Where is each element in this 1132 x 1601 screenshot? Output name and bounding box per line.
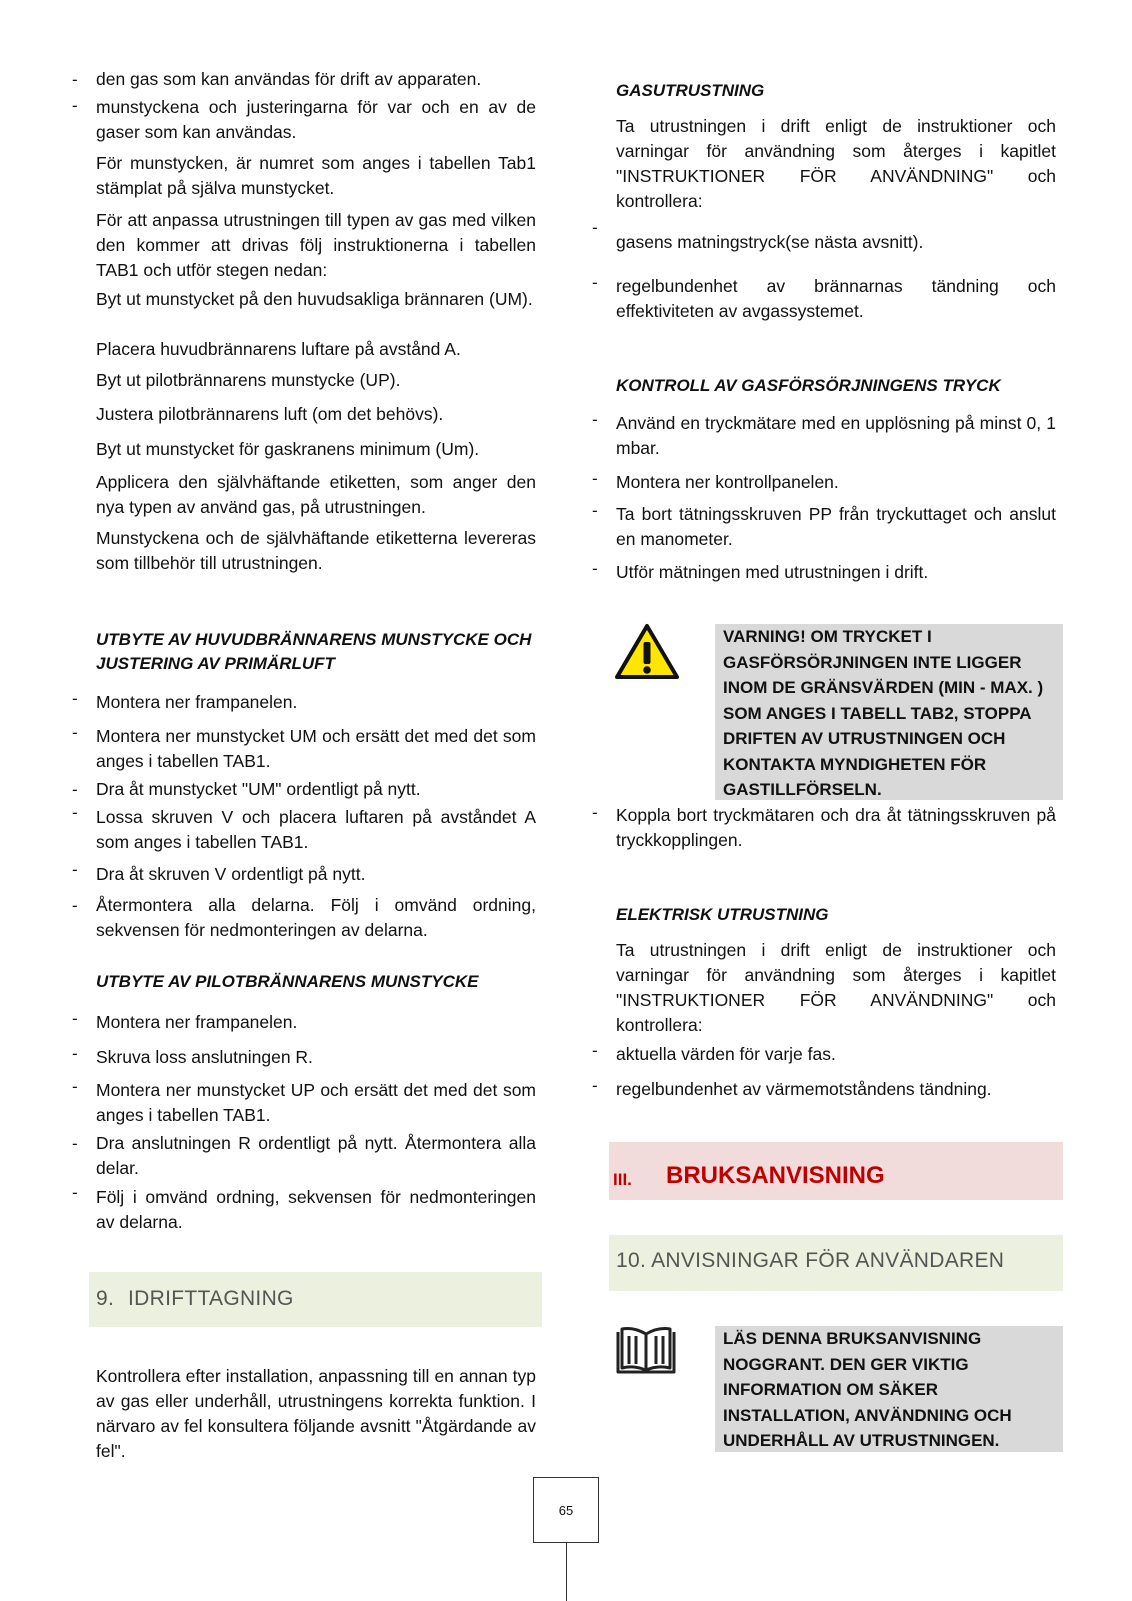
- manual-book-icon: [614, 1326, 678, 1378]
- bullet-dash: -: [72, 1134, 78, 1153]
- subsection-heading: GASUTRUSTNING: [616, 81, 765, 100]
- bullet-dash: -: [72, 723, 78, 742]
- paragraph: Kontrollera efter installation, anpassning till en annan typ av gas eller underhåll, utrustningens korrekta funktion. I närvaro av fel konsultera följande avsnitt "Åtgärdande av fel".: [96, 1366, 536, 1461]
- subsection-heading: KONTROLL AV GASFÖRSÖRJNINGENS TRYCK: [616, 376, 1001, 395]
- bullet-dash: -: [592, 218, 598, 237]
- bullet-dash: -: [72, 860, 78, 879]
- paragraph: Justera pilotbrännarens luft (om det behövs).: [96, 404, 444, 424]
- bullet-dash: -: [72, 1044, 78, 1063]
- paragraph: För munstycken, är numret som anges i tabellen Tab1 stämplat på själva munstycket.: [96, 153, 536, 198]
- paragraph: Byt ut munstycket på den huvudsakliga brännaren (UM).: [96, 289, 533, 309]
- section-9-heading: [89, 1272, 542, 1327]
- paragraph: För att anpassa utrustningen till typen av gas med vilken den kommer att drivas följ instruktionerna i tabellen TAB1 och utför stegen nedan:: [96, 210, 536, 280]
- bullet-dash: -: [72, 780, 78, 799]
- paragraph: Byt ut munstycket för gaskranens minimum (Um).: [96, 439, 480, 459]
- page-number-line: [566, 1543, 567, 1601]
- list-item: Dra åt skruven V ordentligt på nytt.: [96, 864, 366, 884]
- bullet-dash: -: [72, 803, 78, 822]
- list-item: gasens matningstryck(se nästa avsnitt).: [616, 232, 924, 252]
- list-item: Montera ner frampanelen.: [96, 692, 298, 712]
- page-number: 65: [533, 1477, 599, 1543]
- bullet-dash: -: [72, 96, 78, 115]
- chapter-heading: [609, 1142, 1063, 1200]
- list-item: Montera ner frampanelen.: [96, 1012, 298, 1032]
- list-item: Återmontera alla delarna. Följ i omvänd ordning, sekvensen för nedmonteringen av delarna.: [96, 895, 536, 940]
- paragraph: Byt ut pilotbrännarens munstycke (UP).: [96, 370, 401, 390]
- bullet-dash: -: [592, 469, 598, 488]
- bullet-dash: -: [592, 501, 598, 520]
- list-item: Dra åt munstycket "UM" ordentligt på nytt.: [96, 779, 421, 799]
- list-item: aktuella värden för varje fas.: [616, 1044, 836, 1064]
- bullet-dash: -: [592, 559, 598, 578]
- list-item: regelbundenhet av brännarnas tändning och effektiviteten av avgassystemet.: [616, 276, 1056, 321]
- list-item: Ta bort tätningsskruven PP från tryckuttaget och anslut en manometer.: [616, 504, 1056, 549]
- subsection-heading: UTBYTE AV HUVUDBRÄNNARENS MUNSTYCKE OCH JUSTERING AV PRIMÄRLUFT: [96, 630, 532, 673]
- warning-text: VARNING! OM TRYCKET I GASFÖRSÖRJNINGEN INTE LIGGER INOM DE GRÄNSVÄRDEN (MIN - MAX. ) SOM ANGES I TABELL TAB2, STOPPA DRIFTEN AV UTRUSTNINGEN OCH KONTAKTA MYNDIGHETEN FÖR GASTILLFÖRSELN.: [723, 627, 1044, 799]
- paragraph: Placera huvudbrännarens luftare på avstånd A.: [96, 339, 461, 359]
- paragraph: Ta utrustningen i drift enligt de instruktioner och varningar för användning som återges i kapitlet "INSTRUKTIONER FÖR ANVÄNDNING" och kontrollera:: [616, 116, 1056, 211]
- bullet-dash: -: [72, 689, 78, 708]
- list-item: Dra anslutningen R ordentligt på nytt. Återmontera alla delar.: [96, 1133, 536, 1178]
- bullet-dash: -: [72, 896, 78, 915]
- subsection-heading: ELEKTRISK UTRUSTNING: [616, 905, 829, 924]
- bullet-dash: -: [72, 1009, 78, 1028]
- bullet-dash: -: [72, 1183, 78, 1202]
- warning-box: [715, 624, 1063, 800]
- section-title: 10. ANVISNINGAR FÖR ANVÄNDAREN: [616, 1249, 1005, 1272]
- bullet-dash: -: [72, 70, 78, 89]
- chapter-title: BRUKSANVISNING: [666, 1162, 885, 1189]
- paragraph: Applicera den självhäftande etiketten, som anger den nya typen av använd gas, på utrustningen.: [96, 472, 536, 517]
- paragraph: Ta utrustningen i drift enligt de instruktioner och varningar för användning som återges i kapitlet "INSTRUKTIONER FÖR ANVÄNDNING" och kontrollera:: [616, 940, 1056, 1035]
- section-title: IDRIFTTAGNING: [128, 1287, 294, 1310]
- section-10-heading: [609, 1235, 1063, 1291]
- read-notice-text: LÄS DENNA BRUKSANVISNING NOGGRANT. DEN GER VIKTIG INFORMATION OM SÄKER INSTALLATION, ANVÄNDNING OCH UNDERHÅLL AV UTRUSTNINGEN.: [723, 1329, 1012, 1450]
- list-item: Använd en tryckmätare med en upplösning på minst 0, 1 mbar.: [616, 413, 1056, 458]
- list-item: munstyckena och justeringarna för var och en av de gaser som kan användas.: [96, 97, 536, 142]
- subsection-heading: UTBYTE AV PILOTBRÄNNARENS MUNSTYCKE: [96, 972, 479, 991]
- bullet-dash: -: [592, 1041, 598, 1060]
- paragraph: Munstyckena och de självhäftande etiketterna levereras som tillbehör till utrustningen.: [96, 528, 536, 573]
- list-item: Koppla bort tryckmätaren och dra åt tätningsskruven på tryckkopplingen.: [616, 805, 1056, 850]
- list-item: den gas som kan användas för drift av apparaten.: [96, 69, 482, 89]
- list-item: Montera ner munstycket UM och ersätt det med det som anges i tabellen TAB1.: [96, 726, 536, 771]
- read-notice-box: [715, 1326, 1063, 1452]
- list-item: Montera ner munstycket UP och ersätt det med det som anges i tabellen TAB1.: [96, 1080, 536, 1125]
- bullet-dash: -: [592, 1076, 598, 1095]
- list-item: Montera ner kontrollpanelen.: [616, 472, 839, 492]
- list-item: Följ i omvänd ordning, sekvensen för nedmonteringen av delarna.: [96, 1187, 536, 1232]
- bullet-dash: -: [592, 273, 598, 292]
- list-item: Lossa skruven V och placera luftaren på avståndet A som anges i tabellen TAB1.: [96, 807, 536, 852]
- bullet-dash: -: [72, 1077, 78, 1096]
- warning-icon: [613, 622, 681, 682]
- bullet-dash: -: [592, 410, 598, 429]
- bullet-dash: -: [592, 803, 598, 822]
- list-item: Utför mätningen med utrustningen i drift.: [616, 562, 929, 582]
- list-item: regelbundenhet av värmemotståndens tändning.: [616, 1079, 992, 1099]
- list-item: Skruva loss anslutningen R.: [96, 1047, 313, 1067]
- chapter-number: III.: [613, 1170, 632, 1189]
- section-number: 9.: [96, 1287, 115, 1310]
